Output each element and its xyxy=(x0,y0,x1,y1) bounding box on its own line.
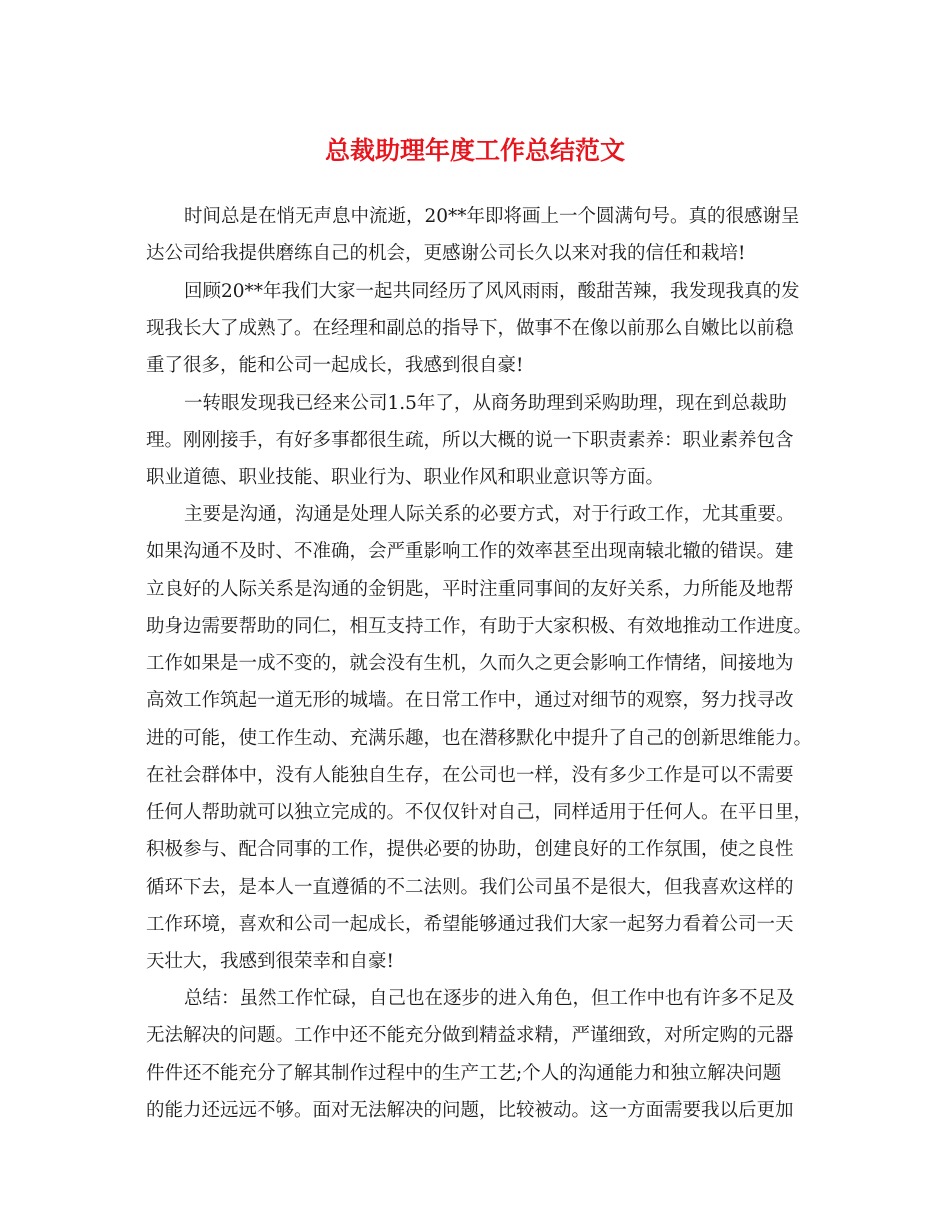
paragraph-4-line-12: 工作环境，喜欢和公司一起成长，希望能够通过我们大家一起努力看着公司一天 xyxy=(146,914,794,935)
paragraph-5-line-1: 总结：虽然工作忙碌，自己也在逐步的进入角色，但工作中也有许多不足及 xyxy=(184,988,795,1009)
paragraph-5-line-3: 件件还不能充分了解其制作过程中的生产工艺;个人的沟通能力和独立解决问题 xyxy=(146,1063,782,1084)
paragraph-5-line-4: 的能力还远远不够。面对无法解决的问题，比较被动。这一方面需要我以后更加 xyxy=(146,1100,794,1121)
paragraph-4-line-5: 工作如果是一成不变的，就会没有生机，久而久之更会影响工作情绪，间接地为 xyxy=(146,653,794,674)
paragraph-3-line-1: 一转眼发现我已经来公司1.5年了，从商务助理到采购助理，现在到总裁助 xyxy=(184,393,787,414)
paragraph-1-line-1: 时间总是在悄无声息中流逝，20**年即将画上一个圆满句号。真的很感谢呈 xyxy=(184,206,800,227)
paragraph-4-line-13: 天壮大，我感到很荣幸和自豪! xyxy=(146,951,394,972)
paragraph-4-line-7: 进的可能，使工作生动、充满乐趣，也在潜移默化中提升了自己的创新思维能力。 xyxy=(146,728,813,749)
paragraph-2-line-2: 现我长大了成熟了。在经理和副总的指导下，做事不在像以前那么自嫩比以前稳 xyxy=(146,318,794,339)
paragraph-4-line-6: 高效工作筑起一道无形的城墙。在日常工作中，通过对细节的观察，努力找寻改 xyxy=(146,690,794,711)
paragraph-2-line-3: 重了很多，能和公司一起成长，我感到很自豪! xyxy=(146,355,524,376)
paragraph-4-line-10: 积极参与、配合同事的工作，提供必要的协助，创建良好的工作氛围，使之良性 xyxy=(146,839,794,860)
paragraph-3-line-2: 理。刚刚接手，有好多事都很生疏，所以大概的说一下职责素养：职业素养包含 xyxy=(146,430,794,451)
paragraph-4-line-1: 主要是沟通，沟通是处理人际关系的必要方式，对于行政工作，尤其重要。 xyxy=(184,504,795,525)
paragraph-4-line-2: 如果沟通不及时、不准确，会严重影响工作的效率甚至出现南辕北辙的错误。建 xyxy=(146,541,794,562)
paragraph-5-line-2: 无法解决的问题。工作中还不能充分做到精益求精，严谨细致，对所定购的元器 xyxy=(146,1025,794,1046)
paragraph-4-line-11: 循环下去，是本人一直遵循的不二法则。我们公司虽不是很大，但我喜欢这样的 xyxy=(146,877,794,898)
paragraph-1-line-2: 达公司给我提供磨练自己的机会，更感谢公司长久以来对我的信任和栽培! xyxy=(146,243,746,264)
paragraph-2-line-1: 回顾20**年我们大家一起共同经历了风风雨雨，酸甜苦辣，我发现我真的发 xyxy=(184,281,800,302)
paragraph-4-line-3: 立良好的人际关系是沟通的金钥匙，平时注重同事间的友好关系，力所能及地帮 xyxy=(146,579,794,600)
paragraph-4-line-4: 助身边需要帮助的同仁，相互支持工作，有助于大家积极、有效地推动工作进度。 xyxy=(146,616,813,637)
paragraph-3-line-3: 职业道德、职业技能、职业行为、职业作风和职业意识等方面。 xyxy=(146,467,665,488)
document-title: 总裁助理年度工作总结范文 xyxy=(324,136,625,165)
paragraph-4-line-9: 任何人帮助就可以独立完成的。不仅仅针对自己，同样适用于任何人。在平日里， xyxy=(146,802,813,823)
paragraph-4-line-8: 在社会群体中，没有人能独自生存，在公司也一样，没有多少工作是可以不需要 xyxy=(146,765,794,786)
